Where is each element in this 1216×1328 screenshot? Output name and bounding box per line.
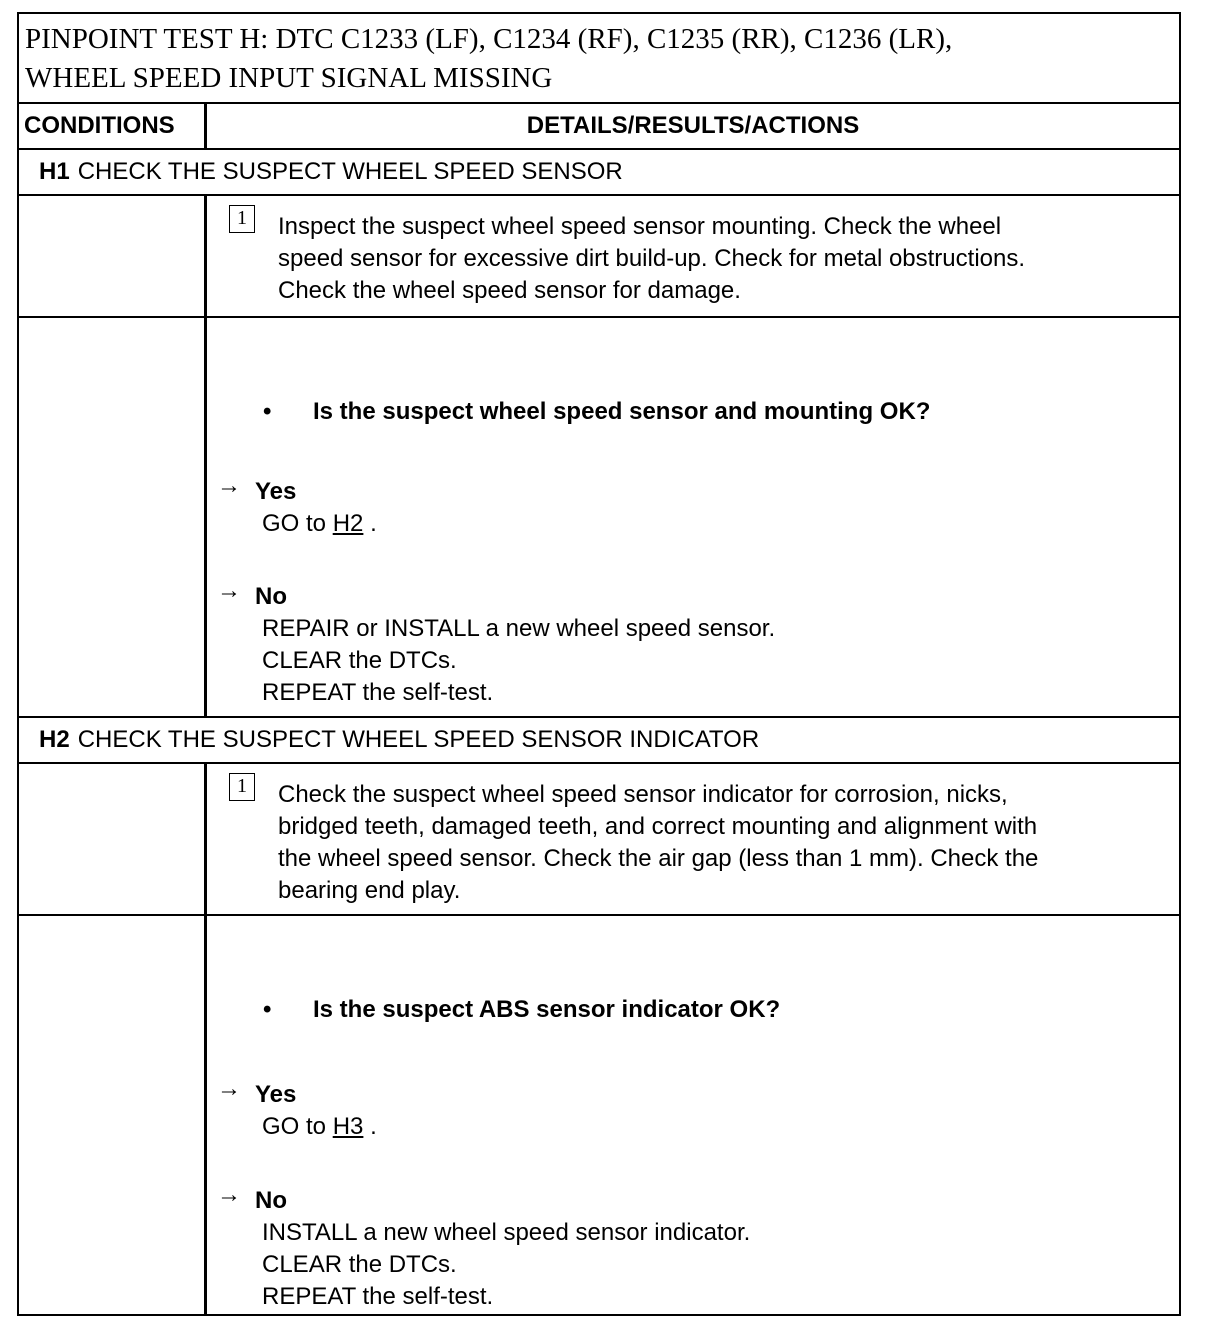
question-row-h1 [19,318,1179,718]
instruction-line: Check the suspect wheel speed sensor indicator for corrosion, nicks, [278,781,1008,808]
instruction-line: the wheel speed sensor. Check the air gap (less than 1 mm). Check the [278,845,1039,872]
details-cell [207,318,1179,716]
no-label: No [255,583,287,610]
no-action-line: INSTALL a new wheel speed sensor indicator. [262,1219,751,1246]
column-header-row [19,104,1179,150]
instruction-text-h1 [278,211,1165,307]
title-line-2: WHEEL SPEED INPUT SIGNAL MISSING [25,62,553,94]
right-arrow-icon: → [217,1181,241,1208]
no-action-line: CLEAR the DTCs. [262,647,457,674]
conditions-column-header: CONDITIONS [19,104,207,148]
conditions-cell [19,916,207,1314]
no-action-line: CLEAR the DTCs. [262,1251,457,1278]
yes-action [217,1111,377,1143]
go-to-prefix: GO to [262,1113,327,1140]
link-h3[interactable]: H3 [332,1113,364,1140]
instruction-line: Inspect the suspect wheel speed sensor mounting. Check the wheel [278,213,1002,240]
details-column-header: DETAILS/RESULTS/ACTIONS [526,112,860,139]
right-arrow-icon: → [217,1075,241,1102]
details-cell [207,916,1179,1314]
page-title [19,14,1179,104]
instruction-row-h1 [19,196,1179,318]
step-heading-h1 [19,150,1179,196]
no-branch-h2 [217,1179,750,1313]
instruction-line: speed sensor for excessive dirt build-up. Check for metal obstructions. [278,245,1026,272]
step-number-box: 1 [229,205,255,233]
details-cell [207,764,1179,914]
action-suffix: . [370,1113,377,1140]
no-action-line: REPEAT the self-test. [262,1283,494,1310]
no-label: No [255,1187,287,1214]
no-branch-h1 [217,575,775,709]
question-text: Is the suspect ABS sensor indicator OK? [313,996,781,1023]
step-title-h1: CHECK THE SUSPECT WHEEL SPEED SENSOR [77,158,623,185]
instruction-line: bearing end play. [278,877,461,904]
action-suffix: . [370,510,377,537]
details-cell [207,196,1179,316]
instruction-text-h2 [278,779,1165,907]
no-action-line: REPEAT the self-test. [262,679,494,706]
instruction-row-h2 [19,764,1179,916]
question-h1 [263,396,930,428]
bullet-icon: • [263,996,272,1023]
no-action-line: REPAIR or INSTALL a new wheel speed sensor. [262,615,776,642]
step-number-box: 1 [229,773,255,801]
question-h2 [263,994,780,1026]
conditions-cell [19,196,207,316]
step-title-h2: CHECK THE SUSPECT WHEEL SPEED SENSOR INDICATOR [77,726,760,753]
step-id-h1: H1 [39,158,70,185]
go-to-prefix: GO to [262,510,327,537]
yes-branch-h1 [217,470,377,540]
yes-action [217,508,377,540]
conditions-cell [19,318,207,716]
yes-label: Yes [255,478,297,505]
yes-label: Yes [255,1081,297,1108]
right-arrow-icon: → [217,472,241,499]
instruction-line: bridged teeth, damaged teeth, and correct mounting and alignment with [278,813,1038,840]
conditions-cell [19,764,207,914]
yes-branch-h2 [217,1073,377,1143]
pinpoint-test-table [17,12,1181,1316]
instruction-line: Check the wheel speed sensor for damage. [278,277,741,304]
right-arrow-icon: → [217,577,241,604]
title-line-1: PINPOINT TEST H: DTC C1233 (LF), C1234 (RF), C1235 (RR), C1236 (LR), [25,23,953,55]
step-heading-h2 [19,718,1179,764]
question-row-h2 [19,916,1179,1314]
link-h2[interactable]: H2 [332,510,364,537]
question-text: Is the suspect wheel speed sensor and mounting OK? [313,398,931,425]
bullet-icon: • [263,398,272,425]
step-id-h2: H2 [39,726,70,753]
